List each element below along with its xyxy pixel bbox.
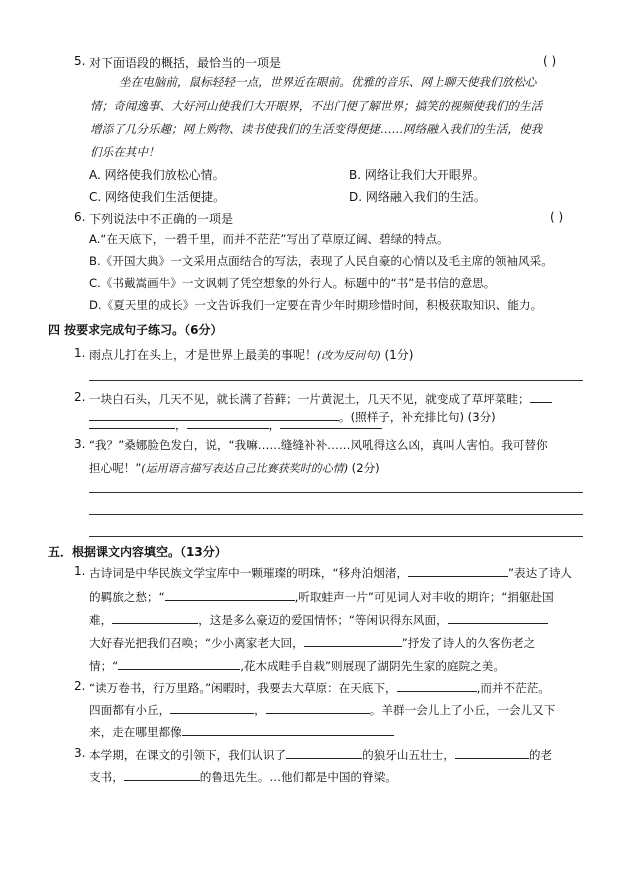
s5-q2-blank-4[interactable] (182, 723, 394, 736)
s5-q1-text-1a: 古诗词是中华民族文学宝库中一颗璀璨的明珠，“移舟泊烟渚， (89, 566, 409, 580)
s5-q2-blank-2[interactable] (170, 701, 254, 714)
q5-passage-line-4: 们乐在其中！ (90, 145, 160, 159)
s5-q1-text-4a: 大好春光把我们召唤；“少小离家老大回， (89, 636, 304, 650)
s4-q2-comma-1: ， (175, 418, 187, 432)
s5-q3-text-1b: 的狼牙山五壮士， (362, 748, 455, 762)
s4-q1-hint: (改为反问句) (317, 349, 381, 362)
s5-q2-text-1b: ,而并不茫茫。 (476, 681, 550, 695)
q6-option-d[interactable]: D.《夏天里的成长》一文告诉我们一定要在青少年时期珍惜时间，积极获取知识、能力。 (89, 298, 543, 312)
s4-q3-line-1: “我？”桑娜脸色发白，说，“我嘛……缝缝补补……风吼得这么凶，真叫人害怕。我可替你 (89, 438, 548, 452)
s4-q2-blank-4[interactable] (187, 416, 269, 429)
s4-q3-number: 3. (74, 437, 86, 451)
s5-q1-blank-5[interactable] (304, 634, 402, 647)
s5-q1-line-3 (89, 611, 548, 628)
s4-q1-answer-line[interactable] (89, 380, 583, 381)
q6-number: 6. (74, 210, 86, 224)
q5-passage-line-2: 情；奇闻逸事、大好河山使我们大开眼界，不出门便了解世界；搞笑的视频使我们的生活 (90, 99, 543, 113)
q5-stem: 对下面语段的概括，最恰当的一项是 (89, 56, 282, 70)
s4-q1-text (89, 346, 413, 363)
q5-option-a[interactable]: A. 网络使我们放松心情。 (89, 168, 225, 182)
s4-q3-answer-line-1[interactable] (89, 492, 583, 493)
q5-answer-paren[interactable]: ( ) (543, 54, 557, 68)
s4-q3-line-2 (89, 460, 380, 476)
q5-number: 5. (74, 54, 86, 68)
s4-q3-quote-end: 担心呢！” (89, 461, 142, 475)
s5-q1-text-1b: ”表达了诗人 (508, 566, 573, 580)
q5-option-b[interactable]: B. 网络让我们大开眼界。 (349, 168, 485, 182)
s5-q1-line-1 (89, 564, 572, 581)
s4-q3-answer-line-3[interactable] (89, 536, 583, 537)
q5-option-d[interactable]: D. 网络融入我们的生活。 (349, 190, 486, 204)
s4-q3-score: (2分) (351, 461, 380, 475)
s5-q1-text-5b: ,花木成畦手自栽”则展现了湖阴先生家的庭院之美。 (240, 659, 505, 673)
q6-option-c[interactable]: C.《书戴嵩画牛》一文讽刺了凭空想象的外行人。标题中的“书”是书信的意思。 (89, 276, 496, 290)
q6-stem: 下列说法中不正确的一项是 (89, 212, 234, 226)
s5-q2-blank-1[interactable] (397, 679, 477, 692)
s5-q3-blank-3[interactable] (124, 768, 200, 781)
s4-q2-number: 2. (74, 390, 86, 404)
section-5-title: 五．根据课文内容填空。（13分） (48, 545, 227, 559)
s4-q2-comma-2: ， (268, 418, 281, 432)
q6-option-a[interactable]: A.“在天底下，一碧千里，而并不茫茫”写出了草原辽阔、碧绿的特点。 (89, 232, 449, 246)
s5-q1-text-4b: ”抒发了诗人的久客伤老之 (401, 636, 536, 650)
s5-q2-line-1 (89, 679, 550, 696)
s5-q2-number: 2. (74, 679, 86, 693)
s5-q1-blank-1[interactable] (408, 564, 508, 577)
s5-q1-number: 1. (74, 564, 86, 578)
s5-q3-blank-1[interactable] (286, 746, 362, 759)
s4-q2-example: 一块白石头，几天不见，就长满了苔藓；一片黄泥土，几天不见，就变成了草坪菜畦； (89, 392, 530, 406)
s4-q2-line-3 (89, 416, 382, 433)
s5-q1-line-5 (89, 657, 505, 674)
s5-q3-line-1 (89, 746, 552, 763)
s5-q1-blank-6[interactable] (118, 657, 240, 670)
s5-q3-text-2b: 的鲁迅先生。…他们都是中国的脊梁。 (199, 770, 397, 784)
s4-q3-hint: (运用语言描写表达自己比赛获奖时的心情) (141, 462, 348, 475)
s5-q1-text-3a: 难， (89, 613, 113, 627)
s5-q2-line-3 (89, 723, 394, 740)
q5-passage-line-1: 坐在电脑前，鼠标轻轻一点，世界近在眼前。优雅的音乐、网上聊天使我们放松心 (119, 75, 537, 89)
s4-q2-line-1 (89, 390, 552, 407)
s4-q3-answer-line-2[interactable] (89, 514, 583, 515)
s5-q1-blank-3[interactable] (112, 611, 198, 624)
s5-q3-line-2 (89, 768, 397, 785)
s5-q1-line-2 (89, 588, 554, 605)
s5-q3-text-1c: 的老 (528, 748, 553, 762)
s5-q1-text-2a: 的羁旅之愁；“ (89, 590, 165, 604)
s4-q1-sentence: 雨点儿打在头上，才是世界上最美的事呢！ (89, 348, 318, 362)
s5-q3-text-2a: 支书， (89, 770, 124, 784)
s5-q1-blank-2[interactable] (165, 588, 295, 601)
s5-q2-text-3a: 来，走在哪里都像 (89, 725, 182, 739)
q6-answer-paren[interactable]: ( ) (550, 210, 564, 224)
s5-q1-blank-4[interactable] (448, 611, 548, 624)
s5-q1-text-3b: ，这是多么豪迈的爱国情怀；“等闲识得东风面， (198, 613, 448, 627)
s4-q2-line-2-end: 。(照样子，补充排比句) (3分) (339, 410, 496, 424)
section-4-title: 四 按要求完成句子练习。（6分） (48, 323, 223, 337)
s4-q1-score: (1分) (384, 348, 414, 362)
q6-option-b[interactable]: B.《开国大典》一文采用点面结合的写法，表现了人民自豪的心情以及毛主席的领袖风采。 (89, 254, 553, 268)
s5-q2-text-2c: 。羊群一会儿上了小丘，一会儿又下 (369, 703, 556, 717)
s4-q2-blank-3[interactable] (89, 416, 175, 429)
q5-passage-line-3: 增添了几分乐趣；网上购物、读书使我们的生活变得便捷……网络融入我们的生活，使我 (90, 122, 543, 136)
s5-q2-blank-3[interactable] (266, 701, 370, 714)
s5-q1-line-4 (89, 634, 535, 651)
s5-q3-text-1a: 本学期，在课文的引领下，我们认识了 (89, 748, 287, 762)
s5-q2-line-2 (89, 701, 555, 718)
s5-q1-text-5a: 情；“ (89, 659, 119, 673)
q5-option-c[interactable]: C. 网络使我们生活便捷。 (89, 190, 226, 204)
s4-q2-blank-1[interactable] (530, 390, 552, 403)
s5-q2-text-2a: 四面都有小丘， (89, 703, 171, 717)
s5-q2-text-2b: ， (254, 703, 266, 717)
s5-q2-text-1a: “读万卷书，行万里路。”闲暇时，我要去大草原：在天底下， (89, 681, 397, 695)
s5-q3-blank-2[interactable] (455, 746, 529, 759)
s4-q1-number: 1. (74, 346, 86, 360)
s5-q1-text-2b: ,听取蛙声一片”可见词人对丰收的期许；“捐躯赴国 (294, 590, 554, 604)
s5-q3-number: 3. (74, 746, 86, 760)
s4-q2-blank-5[interactable] (280, 416, 382, 429)
